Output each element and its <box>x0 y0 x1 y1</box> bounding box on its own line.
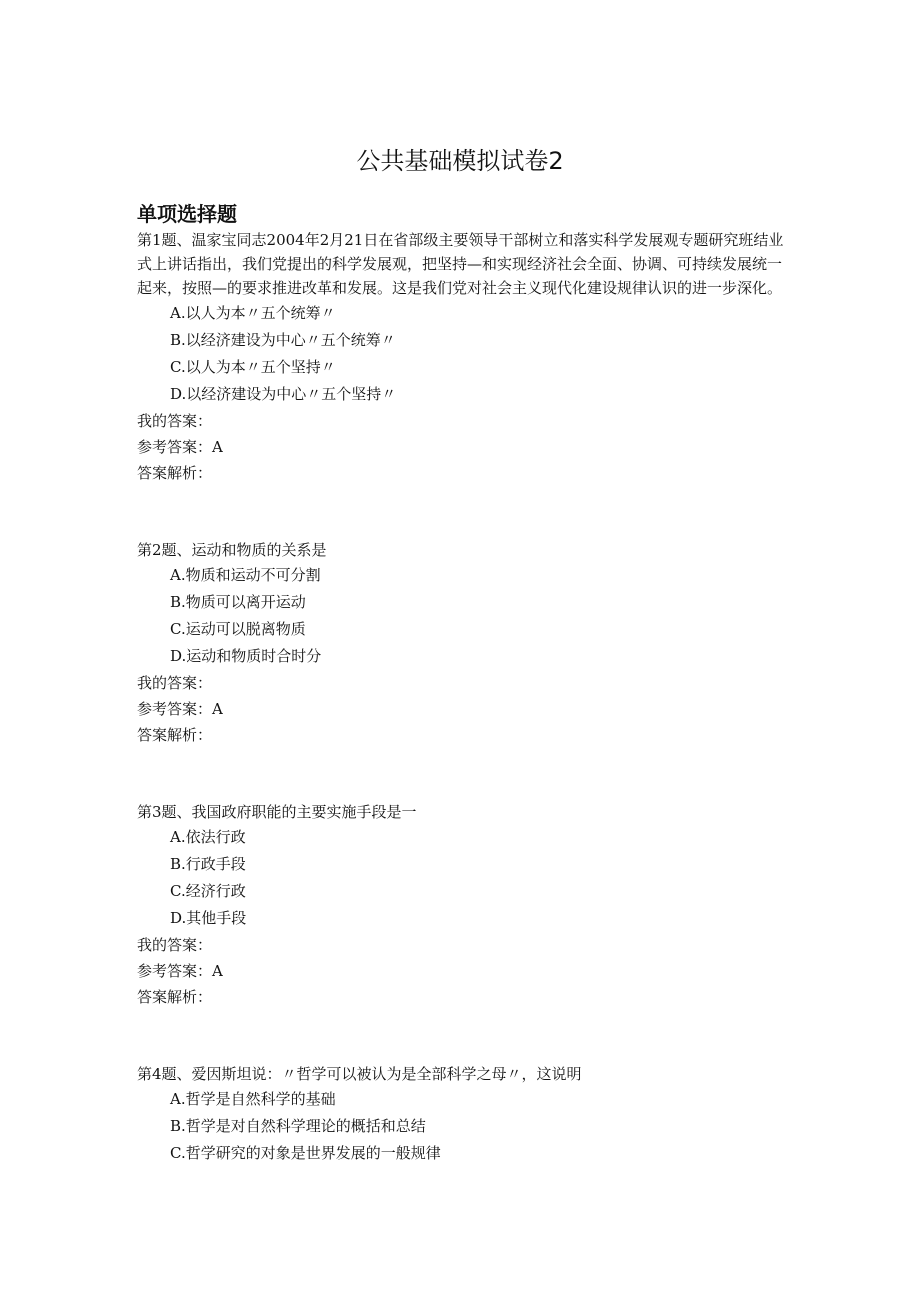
option-d: D.其他手段 <box>170 909 247 927</box>
question-spacer <box>137 486 787 538</box>
option-b: B.以经济建设为中心〃五个统筹〃 <box>170 331 396 349</box>
option-a: A.哲学是自然科学的基础 <box>170 1090 336 1108</box>
my-answer-label: 我的答案： <box>137 412 213 430</box>
section-title: 单项选择题 <box>137 202 237 226</box>
explanation-label: 答案解析： <box>137 464 213 482</box>
question-2 <box>137 538 787 748</box>
question-3 <box>137 800 787 1010</box>
reference-answer: 参考答案：A <box>137 962 223 980</box>
option-a: A.依法行政 <box>170 828 246 846</box>
document-content <box>137 200 787 1167</box>
option-list <box>137 562 787 670</box>
option-c: C.哲学研究的对象是世界发展的一般规律 <box>170 1144 441 1162</box>
option-d: D.以经济建设为中心〃五个坚持〃 <box>170 385 397 403</box>
option-d: D.运动和物质时合时分 <box>170 647 322 665</box>
option-b: B.行政手段 <box>170 855 246 873</box>
question-text: 第1题、温家宝同志2004年2月21日在省部级主要领导干部树立和落实科学发展观专题研究班结业式上讲话指出，我们党提出的科学发展观，把坚持—和实现经济社会全面、协调、可持续发展统一起来，按照—的要求推进改革和发展。这是我们党对社会主义现代化建设规律认识的进一步深化。 <box>137 231 784 297</box>
my-answer-label: 我的答案： <box>137 936 213 954</box>
question-text: 第2题、运动和物质的关系是 <box>137 541 327 559</box>
question-1 <box>137 228 787 486</box>
question-spacer <box>137 1010 787 1062</box>
question-text: 第3题、我国政府职能的主要实施手段是一 <box>137 803 417 821</box>
option-c: C.经济行政 <box>170 882 246 900</box>
reference-answer: 参考答案：A <box>137 700 223 718</box>
explanation-label: 答案解析： <box>137 988 213 1006</box>
my-answer-label: 我的答案： <box>137 674 213 692</box>
option-list <box>137 1086 787 1167</box>
document-title: 公共基础模拟试卷2 <box>356 147 564 175</box>
option-list <box>137 300 787 408</box>
question-text: 第4题、爱因斯坦说：〃哲学可以被认为是全部科学之母〃，这说明 <box>137 1065 582 1083</box>
option-a: A.物质和运动不可分割 <box>170 566 321 584</box>
explanation-label: 答案解析： <box>137 726 213 744</box>
option-list <box>137 824 787 932</box>
option-a: A.以人为本〃五个统筹〃 <box>170 304 336 322</box>
option-c: C.以人为本〃五个坚持〃 <box>170 358 336 376</box>
option-b: B.哲学是对自然科学理论的概括和总结 <box>170 1117 426 1135</box>
question-4 <box>137 1062 787 1167</box>
question-spacer <box>137 748 787 800</box>
option-b: B.物质可以离开运动 <box>170 593 306 611</box>
option-c: C.运动可以脱离物质 <box>170 620 306 638</box>
reference-answer: 参考答案：A <box>137 438 223 456</box>
